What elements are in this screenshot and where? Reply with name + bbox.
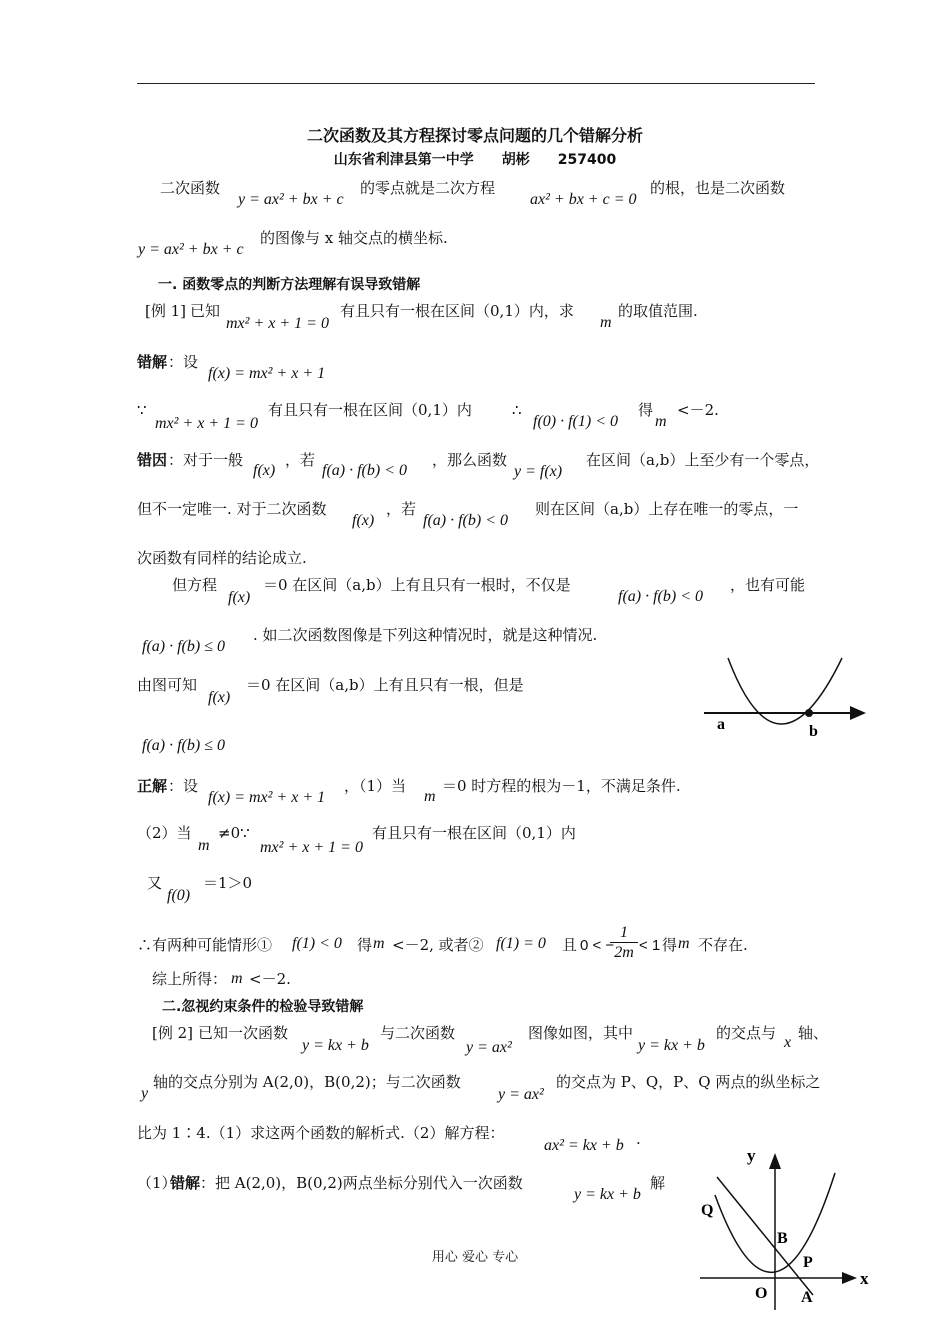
text: 得 (662, 936, 678, 954)
cause-label: 错因 (137, 451, 168, 469)
text: <－2, 或者② (392, 936, 484, 954)
formula: f(x) = mx² + x + 1 (208, 789, 326, 806)
therefore-symbol: ∴ (512, 401, 522, 419)
text: ，若 (285, 451, 316, 469)
formula: y (141, 1085, 149, 1102)
formula: m (655, 413, 667, 430)
text: ：设 (168, 353, 199, 371)
text: 但方程 (172, 576, 218, 594)
text: 已知一次函数 (198, 1024, 289, 1042)
text: 轴、 (798, 1024, 829, 1042)
text: 图像如图，其中 (528, 1024, 634, 1042)
text: ，（1）当 (344, 777, 407, 795)
formula: y = ax² + bx + c (138, 241, 244, 258)
formula: f(1) < 0 (292, 935, 342, 952)
formula: y = f(x) (514, 463, 563, 480)
text: 解 (650, 1174, 666, 1192)
footer-text: 用心 爱心 专心 (431, 1250, 519, 1265)
wrong-label: 错解 (170, 1174, 201, 1192)
text: （2）当 (137, 824, 192, 842)
origin-label: O (755, 1285, 768, 1302)
text: 得 (357, 936, 373, 954)
formula: y = kx + b (302, 1037, 369, 1054)
text: <－2. (677, 401, 719, 419)
formula: f(a) · f(b) < 0 (423, 512, 508, 529)
formula: < 1 (639, 937, 661, 954)
text: ＝0 在区间（a,b）上有且只有一根，但是 (246, 676, 524, 694)
text: ：对于一般 (168, 451, 244, 469)
y-axis-label: y (747, 1146, 756, 1165)
formula: 0 < − (580, 937, 615, 954)
y-axis-arrow-icon (769, 1153, 781, 1169)
section-heading: 一. 函数零点的判断方法理解有误导致错解 (158, 277, 421, 293)
section-heading: 二.忽视约束条件的检验导致错解 (162, 999, 364, 1015)
text: 不存在. (698, 936, 748, 954)
text: 有且只有一根在区间（0,1）内 (268, 401, 472, 419)
formula: f(x) (228, 589, 251, 606)
formula: m (231, 970, 243, 987)
root-point (805, 709, 813, 717)
formula: m (424, 788, 436, 805)
formula: mx² + x + 1 = 0 (155, 415, 258, 432)
example-tag: [例 1] (145, 302, 187, 320)
text: （1） (137, 1174, 177, 1192)
text: ∴有两种可能情形① (137, 936, 273, 954)
text: 在区间（a,b）上至少有一个零点， (586, 451, 820, 469)
intro-text: 的根，也是二次函数 (650, 179, 786, 197)
x-axis-arrow-icon (842, 1272, 857, 1284)
text: ，那么函数 (432, 451, 508, 469)
page-title: 二次函数及其方程探讨零点问题的几个错解分析 (306, 126, 643, 145)
formula: y = kx + b (574, 1186, 641, 1203)
text: 次函数有同样的结论成立. (137, 549, 307, 567)
formula: y = ax² + bx + c (238, 191, 344, 208)
text: 与二次函数 (380, 1024, 456, 1042)
formula: f(x) (352, 512, 375, 529)
formula: y = ax² (498, 1086, 544, 1103)
formula: f(a) · f(b) ≤ 0 (142, 638, 225, 655)
point-a-label: A (801, 1289, 813, 1306)
formula: f(0) (167, 887, 191, 904)
text: 的交点与 (716, 1024, 777, 1042)
text: ＝1＞0 (203, 874, 253, 892)
formula: m (600, 314, 612, 331)
point-q-label: Q (701, 1202, 714, 1219)
formula: f(a) · f(b) < 0 (618, 588, 703, 605)
text: 综上所得： (152, 970, 228, 988)
text: 已知 (190, 302, 221, 320)
text: 且 (562, 936, 578, 954)
point-b-label: b (809, 723, 818, 740)
x-axis-label: x (860, 1269, 869, 1288)
formula: m (373, 935, 385, 952)
formula: y = kx + b (638, 1037, 705, 1054)
text: 的交点为 P、Q，P、Q 两点的纵坐标之 (556, 1073, 821, 1091)
right-label: 正解 (137, 777, 168, 795)
formula: mx² + x + 1 = 0 (226, 315, 329, 332)
wrong-label: 错解 (137, 353, 168, 371)
text: 得 (638, 401, 654, 419)
example-tag: [例 2] (152, 1024, 194, 1042)
formula: m (198, 837, 210, 854)
formula: x (784, 1034, 792, 1051)
formula: ax² = kx + b (544, 1137, 624, 1154)
text: ，若 (386, 500, 417, 518)
formula: f(a) · f(b) ≤ 0 (142, 737, 225, 754)
formula: f(1) = 0 (496, 935, 546, 952)
because-symbol: ∵ (137, 401, 147, 419)
text: ＝0 在区间（a,b）上有且只有一根时，不仅是 (263, 576, 571, 594)
text: ，也有可能 (730, 576, 806, 594)
text: . 如二次函数图像是下列这种情况时，就是这种情况. (253, 626, 598, 644)
text: 由图可知 (137, 676, 198, 694)
text: 有且只有一根在区间（0,1）内，求 (340, 302, 574, 320)
line-parabola-figure (695, 1145, 880, 1315)
x-axis-arrow-icon (850, 706, 866, 720)
formula: ax² + bx + c = 0 (530, 191, 637, 208)
point-p-label: P (803, 1254, 813, 1271)
text: 则在区间（a,b）上存在唯一的零点，一 (535, 500, 799, 518)
text: 的取值范围. (618, 302, 698, 320)
formula: f(a) · f(b) < 0 (322, 462, 407, 479)
formula: f(x) = mx² + x + 1 (208, 365, 326, 382)
text: <－2. (249, 970, 291, 988)
text: 但不一定唯一. 对于二次函数 (137, 500, 327, 518)
text: 轴的交点分别为 A(2,0)，B(0,2)；与二次函数 (153, 1073, 461, 1091)
formula: f(0) · f(1) < 0 (533, 413, 618, 430)
text: . (636, 1130, 641, 1148)
formula: m (678, 935, 690, 952)
formula: y = ax² (466, 1039, 512, 1056)
point-b-label: B (777, 1230, 788, 1247)
text: 有且只有一根在区间（0,1）内 (372, 824, 576, 842)
fraction-numerator: 1 (620, 924, 628, 941)
text: ＝0 时方程的根为－1，不满足条件. (442, 777, 681, 795)
text: ≠0∵ (218, 824, 250, 842)
text: ：把 A(2,0)，B(0,2)两点坐标分别代入一次函数 (200, 1174, 523, 1192)
fraction (610, 924, 638, 963)
author-line: 山东省利津县第一中学 胡彬 257400 (333, 152, 617, 168)
point-a-label: a (717, 716, 725, 733)
parabola-figure (700, 650, 870, 745)
formula: mx² + x + 1 = 0 (260, 839, 363, 856)
fraction-denominator: 2m (614, 944, 634, 961)
intro-text: 的图像与 x 轴交点的横坐标. (260, 229, 448, 247)
intro-text: 二次函数 (160, 179, 221, 197)
text: 又 (147, 874, 163, 892)
text: 比为 1∶4.（1）求这两个函数的解析式.（2）解方程： (137, 1124, 505, 1142)
text: ：设 (168, 777, 199, 795)
intro-text: 的零点就是二次方程 (360, 179, 496, 197)
parabola-curve (728, 658, 842, 724)
formula: f(x) (208, 689, 231, 706)
header-rule (137, 83, 815, 84)
formula: f(x) (253, 462, 276, 479)
